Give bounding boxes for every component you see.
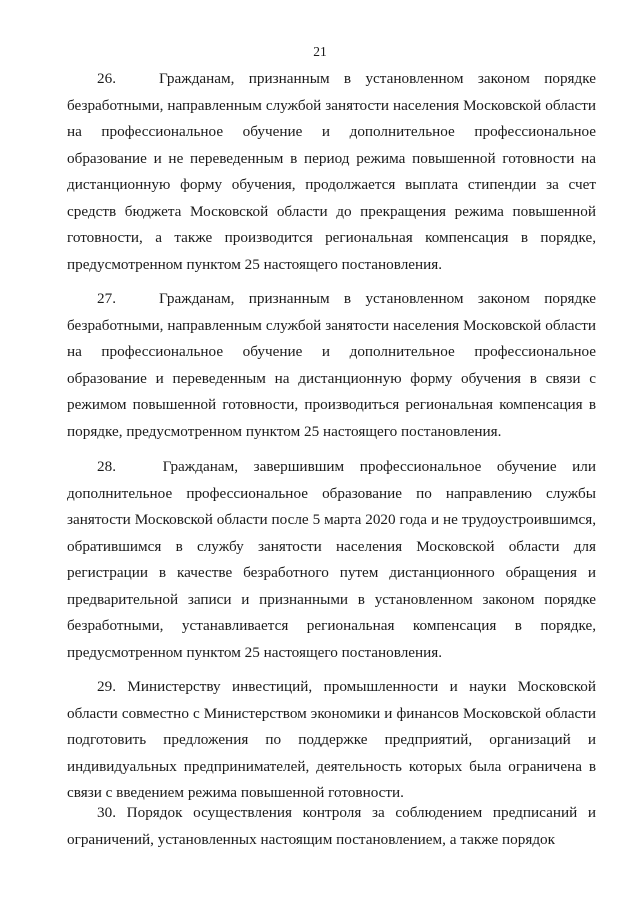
paragraph-text: Порядок осуществления контроля за соблюдением предписаний и ограничений, установленных настоящим постановлением, а также порядок	[67, 804, 596, 848]
paragraph-28	[67, 454, 596, 666]
paragraph-29	[67, 674, 596, 807]
paragraph-number: 27.	[97, 290, 116, 307]
paragraph-26	[67, 66, 596, 278]
paragraph-text: Гражданам, признанным в установленном законом порядке безработными, направленным службой занятости населения Московской области на профессиональное обучение и дополнительное профессиональное образование и переведенным на дистанционную форму обучения в связи с режимом повышенной готовности, производиться региональная компенсация в порядке, предусмотренном пунктом 25 настоящего постановления.	[67, 290, 597, 440]
paragraph-text: Гражданам, признанным в установленном законом порядке безработными, направленным службой занятости населения Московской области на профессиональное обучение и дополнительное профессиональное образование и не переведенным в период режима повышенной готовности на дистанционную форму обучения, продолжается выплата стипендии за счет средств бюджета Московской области до прекращения режима повышенной готовности, а также производится региональная компенсация в порядке, предусмотренном пунктом 25 настоящего постановления.	[67, 70, 597, 273]
paragraph-number: 28.	[97, 458, 116, 475]
paragraph-30	[67, 800, 596, 853]
page-number: 21	[313, 44, 327, 59]
paragraph-27	[67, 286, 596, 445]
paragraph-number: 30.	[97, 804, 116, 821]
paragraph-text: Гражданам, завершившим профессиональное обучение или дополнительное профессиональное образование по направлению службы занятости Московской области после 5 марта 2020 года и не трудоустроившимся, обратившимся в службу занятости населения Московской области для регистрации в качестве безработного путем дистанционного обращения и предварительной записи и признанными в установленном законом порядке безработными, устанавливается региональная компенсация в порядке, предусмотренном пунктом 25 настоящего постановления.	[67, 458, 596, 661]
paragraph-number: 29.	[97, 678, 116, 695]
paragraph-text: Министерству инвестиций, промышленности и науки Московской области совместно с Министерством экономики и финансов Московской области подготовить предложения по поддержке предприятий, организаций и индивидуальных предпринимателей, деятельность которых была ограничена в связи с введением режима повышенной готовности.	[67, 678, 596, 801]
paragraph-number: 26.	[97, 70, 116, 87]
